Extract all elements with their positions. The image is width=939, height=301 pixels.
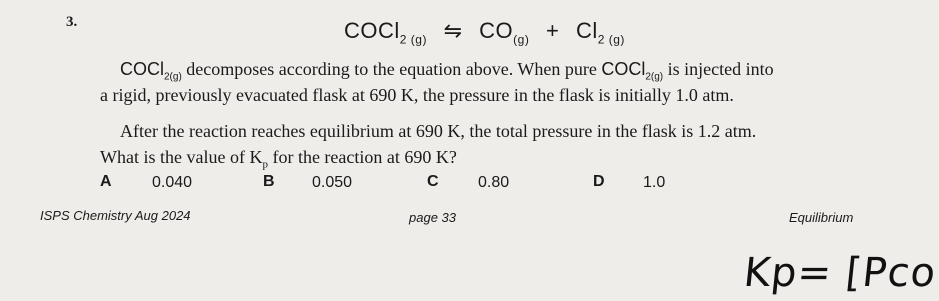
eq-product1-sub: (g) (513, 32, 530, 47)
option-d-value: 1.0 (643, 174, 666, 191)
eq-arrow: ⇋ (443, 18, 463, 43)
footer-page: page 33 (409, 210, 456, 225)
option-c-letter: C (427, 173, 439, 190)
question-line-1 (120, 59, 774, 83)
option-c-value: 0.80 (478, 174, 510, 191)
eq-product1: CO (479, 18, 514, 43)
question-line-2: a rigid, previously evacuated flask at 690 K, the pressure in the flask is initially 1.0 atm. (100, 85, 734, 105)
option-a-letter: A (100, 173, 112, 190)
question-line-4: What is the value of $K_p$ for the reaction at 690 K? (100, 147, 457, 171)
formula-cocl2-second: COCl$_{2(g)}$ (601, 59, 664, 83)
eq-reactant: COCl (344, 18, 400, 43)
line1-text-a: decomposes according to the equation above. When pure (181, 59, 602, 79)
eq-product2-sub: 2 (g) (597, 32, 625, 47)
formula-cocl2: COCl$_{2(g)}$ (120, 59, 182, 83)
chemical-equation (344, 18, 625, 46)
eq-product2: Cl (575, 18, 598, 43)
question-number: 3. (66, 14, 78, 30)
footer-topic: Equilibrium (789, 210, 854, 225)
eq-reactant-sub: 2 (g) (399, 32, 427, 47)
option-a-value: 0.040 (152, 174, 193, 191)
option-d-letter: D (593, 173, 605, 190)
option-b-letter: B (263, 173, 275, 190)
handwritten-kp: Kp= [Pco (741, 250, 939, 296)
line1-text-b: is injected into (663, 59, 774, 79)
question-line-3: After the reaction reaches equilibrium at 690 K, the total pressure in the flask is 1.2 atm. (120, 121, 757, 141)
footer-course: ISPS Chemistry Aug 2024 (40, 208, 191, 223)
option-b-value: 0.050 (312, 174, 353, 191)
eq-plus: + (545, 18, 560, 43)
